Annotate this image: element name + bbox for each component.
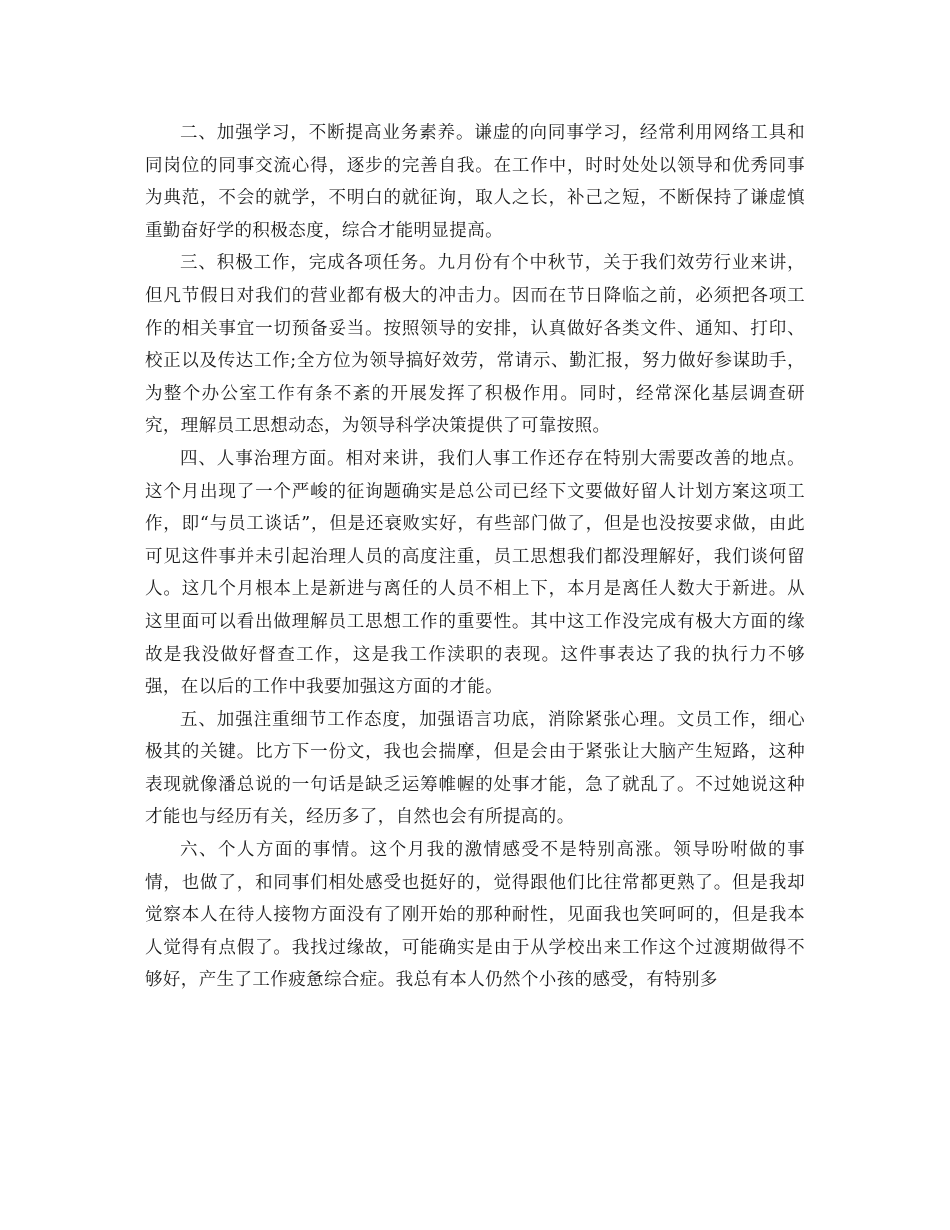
paragraph-study: 二、加强学习，不断提高业务素养。谦虚的向同事学习，经常利用网络工具和同岗位的同事交流心得，逐步的完善自我。在工作中，时时处处以领导和优秀同事为典范，不会的就学，不明白的就征询，取人之长，补己之短，不断保持了谦虚慎重勤奋好学的积极态度，综合才能明显提高。: [145, 123, 805, 241]
paragraph-tasks: 三、积极工作，完成各项任务。九月份有个中秋节，关于我们效劳行业来讲，但凡节假日对我们的营业都有极大的冲击力。因而在节日降临之前，必须把各项工作的相关事宜一切预备妥当。按照领导的安排，认真做好各类文件、通知、打印、校正以及传达工作;全方位为领导搞好效劳，常请示、勤汇报，努力做好参谋助手，为整个办公室工作有条不紊的开展发挥了积极作用。同时，经常深化基层调查研究，理解员工思想动态，为领导科学决策提供了可靠按照。: [145, 253, 805, 437]
paragraph-details: 五、加强注重细节工作态度，加强语言功底，消除紧张心理。文员工作，细心极其的关键。比方下一份文，我也会揣摩，但是会由于紧张让大脑产生短路，这种表现就像潘总说的一句话是缺乏运筹帷幄的处事才能，急了就乱了。不过她说这种才能也与经历有关，经历多了，自然也会有所提高的。: [145, 709, 805, 828]
paragraph-personnel: 四、人事治理方面。相对来讲，我们人事工作还存在特别大需要改善的地点。这个月出现了一个严峻的征询题确实是总公司已经下文要做好留人计划方案这项工作，即“与员工谈话”，但是还衰败实好，有些部门做了，但是也没按要求做，由此可见这件事并未引起治理人员的高度注重，员工思想我们都没理解好，我们谈何留人。这几个月根本上是新进与离任的人员不相上下，本月是离任人数大于新进。从这里面可以看出做理解员工思想工作的重要性。其中这工作没完成有极大方面的缘故是我没做好督查工作，这是我工作渎职的表现。这件事表达了我的执行力不够强，在以后的工作中我要加强这方面的才能。: [145, 448, 805, 698]
paragraph-personal: 六、个人方面的事情。这个月我的激情感受不是特别高涨。领导吩咐做的事情，也做了，和同事们相处感受也挺好的，觉得跟他们比往常都更熟了。但是我却觉察本人在待人接物方面没有了刚开始的那种耐性，见面我也笑呵呵的，但是我本人觉得有点假了。我找过缘故，可能确实是由于从学校出来工作这个过渡期做得不够好，产生了工作疲惫综合症。我总有本人仍然个小孩的感受，有特别多: [145, 840, 805, 991]
document-body: [145, 117, 805, 997]
